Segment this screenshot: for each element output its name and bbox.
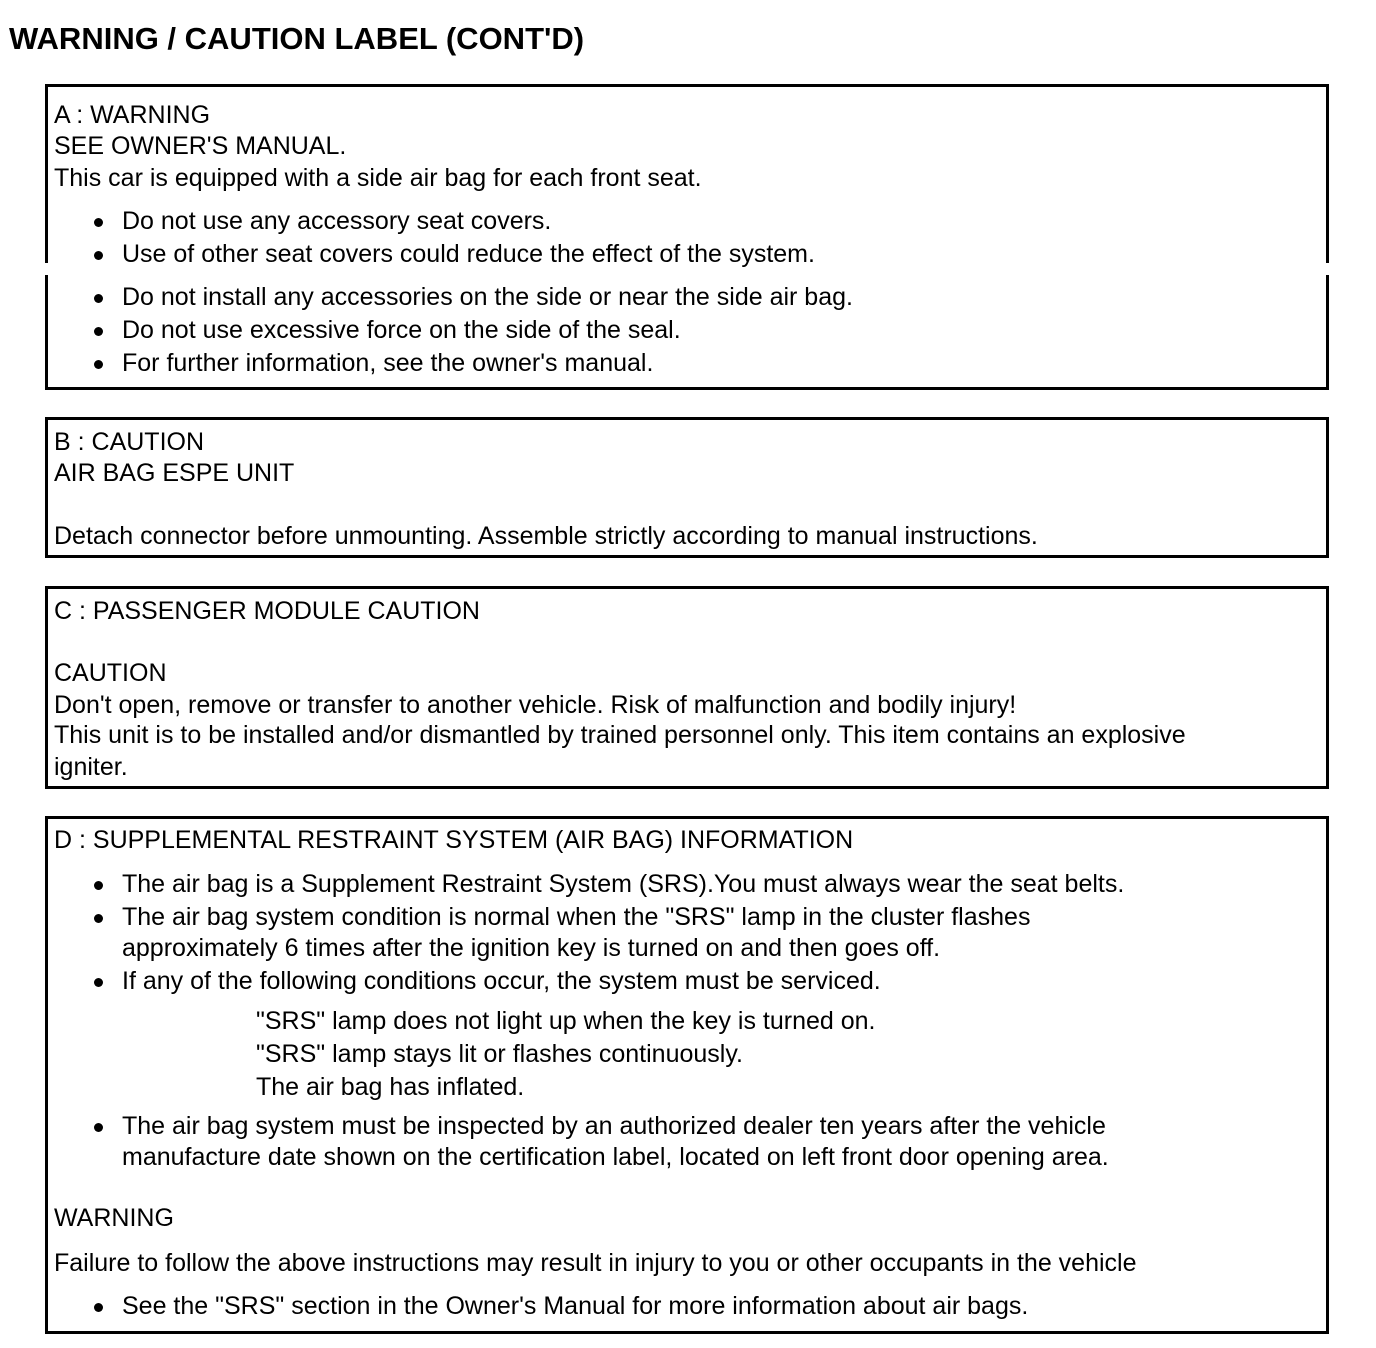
label-d-warning-heading: WARNING	[54, 1204, 174, 1232]
label-c-line-3: This unit is to be installed and/or dismantled by trained personnel only. This item contains an explosive	[54, 721, 1186, 749]
bullet-dot-icon	[94, 1123, 103, 1132]
label-c-line-4: igniter.	[54, 753, 128, 781]
label-d-bullet-2	[122, 902, 1030, 933]
label-d-box	[45, 816, 1329, 1334]
bullet-text: approximately 6 times after the ignition key is turned on and then goes off.	[122, 934, 941, 962]
bullet-text: Do not install any accessories on the side or near the side air bag.	[122, 283, 853, 311]
label-d-final-bullet	[122, 1291, 1028, 1322]
bullet-dot-icon	[94, 251, 103, 260]
bullet-text: The air bag is a Supplement Restraint System (SRS).You must always wear the seat belts.	[122, 870, 1125, 898]
label-d-condition-1: "SRS" lamp does not light up when the key is turned on.	[256, 1007, 876, 1035]
bullet-text: Do not use excessive force on the side of the seal.	[122, 316, 681, 344]
label-b-line-2: Detach connector before unmounting. Assemble strictly according to manual instructions.	[54, 522, 1038, 550]
label-d-heading: D : SUPPLEMENTAL RESTRAINT SYSTEM (AIR BAG) INFORMATION	[54, 826, 854, 854]
bullet-text: Do not use any accessory seat covers.	[122, 207, 552, 235]
label-d-bullet-2-cont	[122, 933, 940, 964]
label-c-line-2: Don't open, remove or transfer to another vehicle. Risk of malfunction and bodily injury!	[54, 691, 1017, 719]
bullet-dot-icon	[94, 218, 103, 227]
page-title: WARNING / CAUTION LABEL (CONT'D)	[9, 21, 585, 56]
label-c-box	[45, 586, 1329, 789]
bullet-dot-icon	[94, 914, 103, 923]
label-a-bullet-4	[122, 315, 681, 346]
bullet-text: Use of other seat covers could reduce the effect of the system.	[122, 240, 815, 268]
label-a-line-1: SEE OWNER'S MANUAL.	[54, 132, 347, 160]
bullet-dot-icon	[94, 978, 103, 987]
label-d-condition-3: The air bag has inflated.	[256, 1073, 525, 1101]
label-d-condition-2: "SRS" lamp stays lit or flashes continuously.	[256, 1040, 743, 1068]
label-a-box	[45, 84, 1329, 390]
label-a-bullet-2	[122, 239, 815, 270]
bullet-dot-icon	[94, 1303, 103, 1312]
bullet-text: If any of the following conditions occur, the system must be serviced.	[122, 967, 881, 995]
label-a-bullet-5	[122, 348, 653, 379]
bullet-text: See the "SRS" section in the Owner's Manual for more information about air bags.	[122, 1292, 1029, 1320]
label-b-line-1: AIR BAG ESPE UNIT	[54, 459, 295, 487]
bullet-text: For further information, see the owner's manual.	[122, 349, 654, 377]
label-a-heading: A : WARNING	[54, 101, 211, 129]
label-c-line-1: CAUTION	[54, 659, 167, 687]
label-d-bullet-3	[122, 966, 881, 997]
bullet-text: manufacture date shown on the certification label, located on left front door opening area.	[122, 1143, 1109, 1171]
bullet-dot-icon	[94, 881, 103, 890]
label-a-bullet-3	[122, 282, 853, 313]
label-c-heading: C : PASSENGER MODULE CAUTION	[54, 597, 480, 625]
label-b-heading: B : CAUTION	[54, 428, 205, 456]
label-a-line-2: This car is equipped with a side air bag for each front seat.	[54, 164, 702, 192]
bullet-dot-icon	[94, 327, 103, 336]
bullet-dot-icon	[94, 294, 103, 303]
bullet-dot-icon	[94, 360, 103, 369]
bullet-text: The air bag system must be inspected by an authorized dealer ten years after the vehicle	[122, 1112, 1106, 1140]
label-a-bullet-1	[122, 206, 551, 237]
label-d-bullet-4	[122, 1111, 1106, 1142]
label-d-bullet-4-cont	[122, 1142, 1109, 1173]
label-d-warning-text: Failure to follow the above instructions may result in injury to you or other occupants in the vehicle	[54, 1249, 1137, 1277]
label-b-box	[45, 417, 1329, 558]
bullet-text: The air bag system condition is normal when the "SRS" lamp in the cluster flashes	[122, 903, 1031, 931]
label-d-bullet-1	[122, 869, 1124, 900]
